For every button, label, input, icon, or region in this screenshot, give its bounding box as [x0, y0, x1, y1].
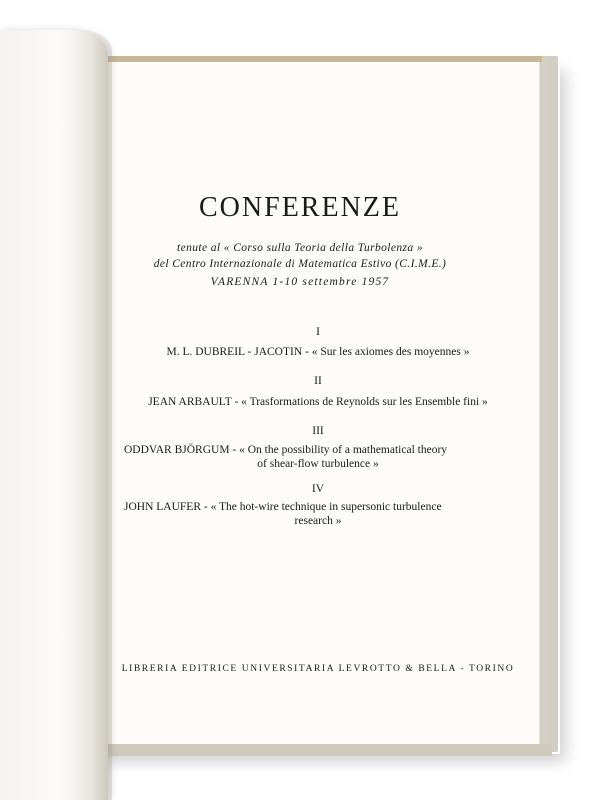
lecture-entry-1: M. L. DUBREIL - JACOTIN - « Sur les axiomes des moyennes »: [166, 346, 470, 358]
cover-bottom-edge: [60, 744, 552, 756]
lecture-entry-2: JEAN ARBAULT - « Trasformations de Reynolds sur les Ensemble fini »: [148, 396, 488, 408]
lecture-entry-4-line-2: research »: [294, 515, 342, 527]
page-fold-shadow: [72, 30, 112, 800]
lecture-entry-4-line-1: JOHN LAUFER - « The hot-wire technique in supersonic turbulence: [124, 501, 442, 513]
subtitle-line-2: del Centro Internazionale di Matematica Estivo (C.I.M.E.): [153, 258, 447, 270]
page-title: CONFERENZE: [199, 192, 401, 223]
lecture-entry-3-line-2: of shear-flow turbulence »: [257, 458, 379, 470]
subtitle-line-1: tenute al « Corso sulla Teoria della Turbolenza »: [176, 242, 423, 254]
lecture-numeral-1: I: [316, 326, 320, 338]
lecture-numeral-2: II: [314, 375, 322, 387]
page-top-edge: [96, 56, 542, 62]
lecture-entry-3-line-1: ODDVAR BJÖRGUM - « On the possibility of a mathematical theory: [124, 444, 448, 456]
lecture-numeral-4: IV: [311, 483, 325, 495]
lecture-numeral-3: III: [312, 425, 324, 437]
subtitle-line-3: VARENNA 1-10 settembre 1957: [210, 276, 390, 288]
publisher-line: LIBRERIA EDITRICE UNIVERSITARIA LEVROTTO & BELLA - TORINO: [121, 664, 515, 674]
